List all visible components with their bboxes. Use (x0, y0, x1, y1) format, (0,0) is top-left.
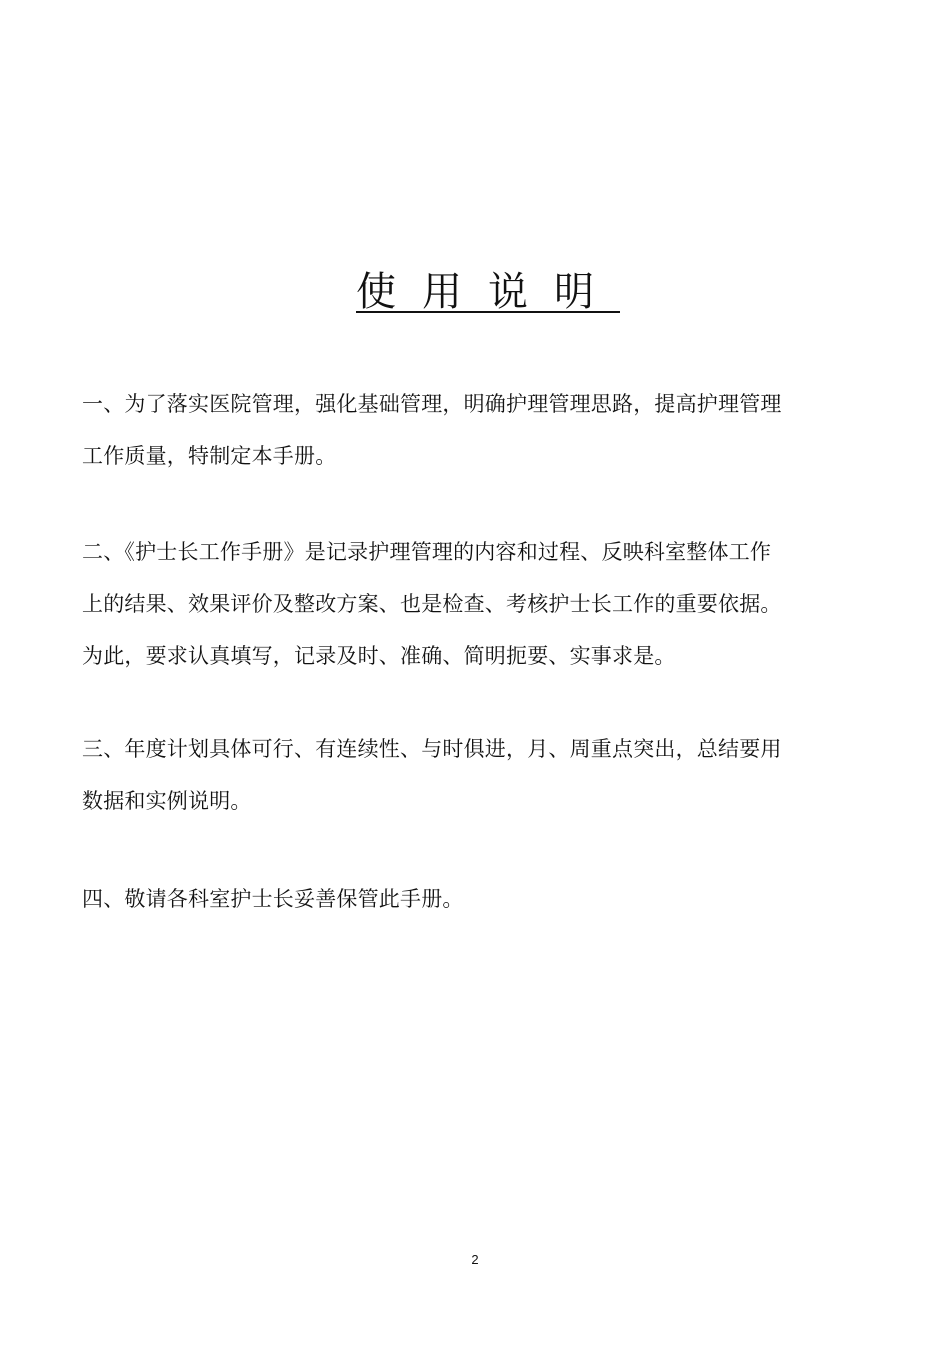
paragraph-line: 一、为了落实医院管理，强化基础管理，明确护理管理思路，提高护理管理 (82, 392, 782, 416)
paragraph-line: 数据和实例说明。 (82, 789, 252, 813)
instruction-paragraph-1 (82, 378, 872, 482)
page-title (0, 266, 950, 318)
paragraph-line: 四、敬请各科室护士长妥善保管此手册。 (82, 887, 464, 911)
paragraph-line: 工作质量，特制定本手册。 (82, 444, 337, 468)
paragraph-line: 上的结果、效果评价及整改方案、也是检查、考核护士长工作的重要依据。 (82, 592, 782, 616)
page-number: 2 (471, 1252, 479, 1267)
instruction-paragraph-4 (82, 873, 872, 925)
paragraph-line: 三、年度计划具体可行、有连续性、与时俱进，月、周重点突出，总结要用 (82, 737, 782, 761)
paragraph-line: 二、《护士长工作手册》是记录护理管理的内容和过程、反映科室整体工作 (82, 540, 772, 564)
instruction-paragraph-2 (82, 526, 872, 682)
paragraph-line: 为此，要求认真填写，记录及时、准确、简明扼要、实事求是。 (82, 644, 676, 668)
title-text: 使用说明 (356, 269, 620, 315)
instruction-paragraph-3 (82, 723, 872, 827)
